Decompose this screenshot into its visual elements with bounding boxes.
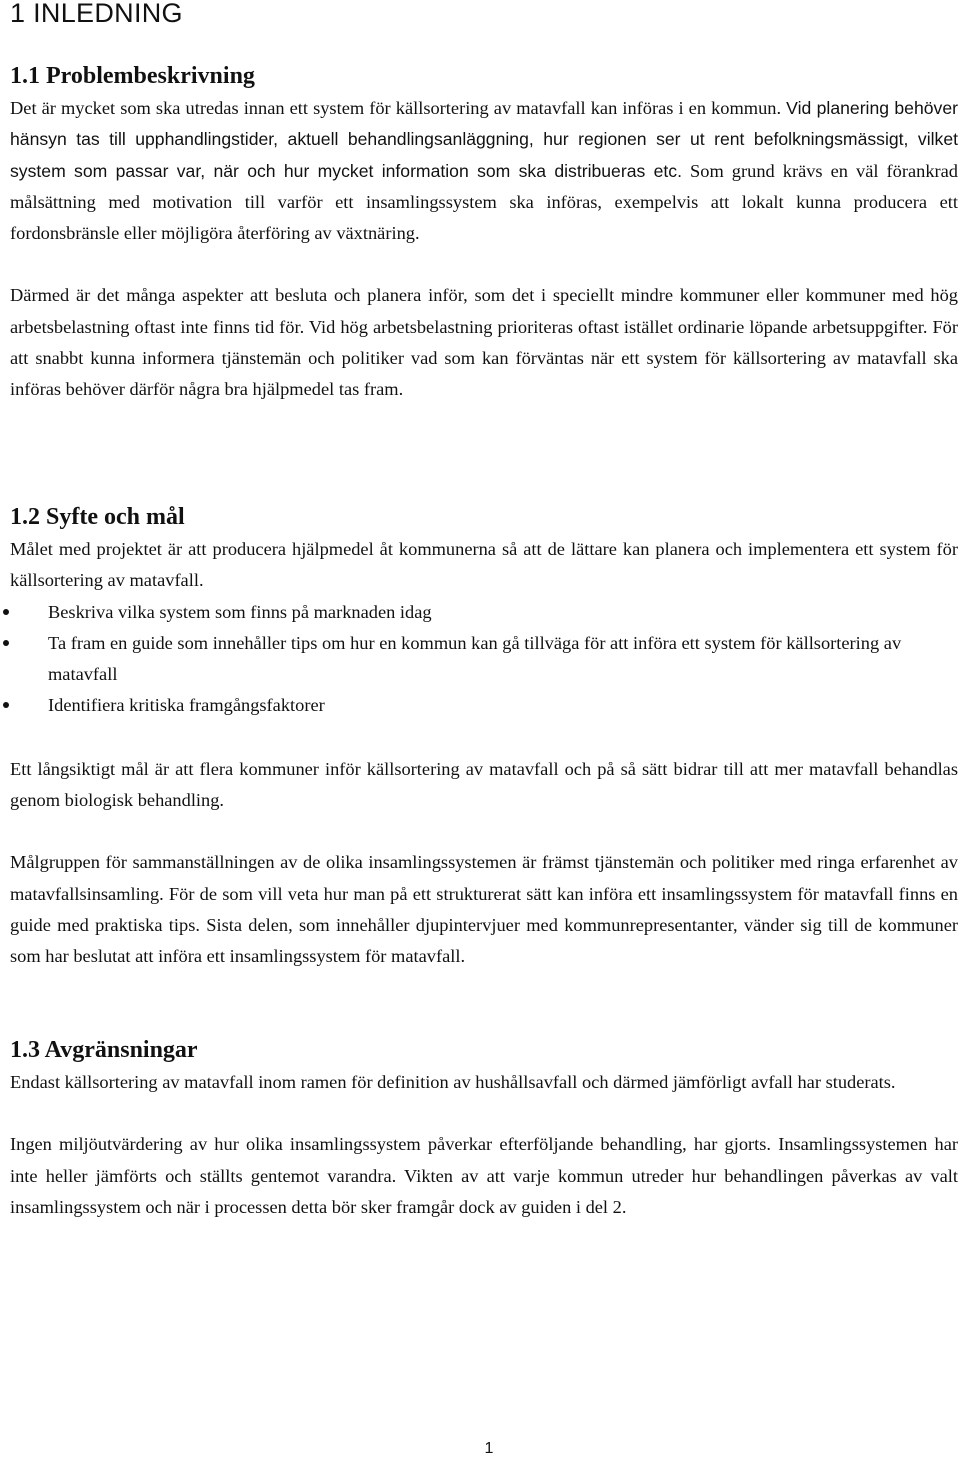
list-item-text: Beskriva vilka system som finns på marknaden idag (48, 601, 432, 622)
section-paragraph (10, 93, 958, 249)
section-problembeskrivning (10, 62, 958, 406)
list-item-text: Identifiera kritiska framgångsfaktorer (48, 695, 325, 716)
bullet-icon (3, 609, 9, 615)
section-paragraph: Målgruppen för sammanställningen av de olika insamlingssystemen är främst tjänstemän och politiker med ringa erfarenhet av matavfallsinsamling. För de som vill veta hur man på ett strukturerat sätt kan införa ett insamlingssystem för matavfall finns en guide med praktiska tips. Sista delen, som innehåller djupintervjuer med kommunrepresentanter, vänder sig till de kommuner som har beslutat att införa ett insamlingssystem för matavfall. (10, 852, 958, 967)
list-item (10, 597, 958, 628)
section-paragraph: Därmed är det många aspekter att besluta och planera inför, som det i speciellt mindre kommuner eller kommuner med hög arbetsbelastning oftast inte finns tid för. Vid hög arbetsbelastning prioriteras oftast istället ordinarie löpande arbetsuppgifter. För att snabbt kunna informera tjänstemän och politiker vad som kan förväntas när ett system för källsortering av matavfall ska införas behöver därför några bra hjälpmedel tas fram. (10, 285, 958, 400)
section-paragraph: Endast källsortering av matavfall inom ramen för definition av hushållsavfall och därmed jämförligt avfall har studerats. (10, 1072, 896, 1092)
section-paragraph: Målet med projektet är att producera hjälpmedel åt kommunerna så att de lättare kan planera och implementera ett system för källsortering av matavfall. (10, 539, 958, 591)
paragraph-sentence: Det är mycket som ska utredas innan ett system för källsortering av matavfall kan införas i en kommun. (10, 98, 782, 118)
section-syfte-och-mal (10, 503, 958, 973)
section-heading: 1.2 Syfte och mål (10, 504, 185, 530)
paragraph-sentence: Som grund krävs en väl förankrad målsättning med motivation till varför ett insamlingssystem ska införas, exempelvis att lokalt kunna producera ett fordonsbränsle eller möjligöra återföring av växtnäring. (10, 160, 959, 244)
list-item-text: Ta fram en guide som innehåller tips om hur en kommun kan gå tillväga för att införa ett system för källsortering av matavfall (48, 632, 902, 685)
goal-list (10, 597, 958, 722)
section-heading: 1.1 Problembeskrivning (10, 63, 255, 89)
chapter-title: 1 INLEDNING (10, 0, 183, 28)
bullet-icon (3, 640, 9, 646)
list-item (10, 690, 958, 721)
list-item (10, 628, 958, 691)
paragraph-sentence-sans: Vid planering behöver hänsyn tas till upphandlingstider, aktuell behandlingsanläggning, hur regionen ser ut rent befolkningsmässigt, vilket system som passar var, när och hur mycket information som ska distribueras etc. (10, 98, 958, 181)
section-paragraph: Ingen miljöutvärdering av hur olika insamlingssystem påverkar efterföljande behandling, har gjorts. Insamlingssystemen har inte heller jämförts och ställts gentemot varandra. Vikten av att varje kommun utreder hur behandlingen påverkas av valt insamlingssystem och när i processen detta bör sker framgår dock av guiden i del 2. (10, 1134, 958, 1217)
page-number: 1 (484, 1440, 494, 1457)
section-paragraph: Ett långsiktigt mål är att flera kommuner inför källsortering av matavfall och på så sätt bidrar till att mer matavfall behandlas genom biologisk behandling. (10, 758, 958, 811)
section-heading: 1.3 Avgränsningar (10, 1037, 198, 1063)
document-page (10, 0, 959, 1217)
bullet-icon (3, 702, 9, 708)
section-avgransningar (10, 1036, 958, 1223)
